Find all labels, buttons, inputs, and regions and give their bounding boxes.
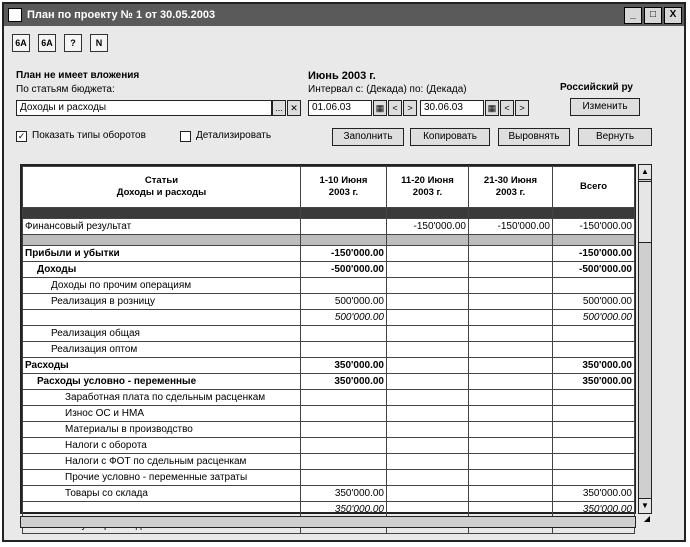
row-item-name[interactable]: Реализация оптом [23,342,301,358]
window-title: План по проекту № 1 от 30.05.2003 [27,9,216,21]
edit-button[interactable]: Изменить [570,98,640,116]
row-value-total[interactable] [553,406,635,422]
table-row[interactable] [23,326,635,342]
show-turnover-label: Показать типы оборотов [32,130,146,141]
table-row[interactable] [23,294,635,310]
row-item-name[interactable]: Налоги с ФОТ по сдельным расценкам [23,454,301,470]
row-value-d3[interactable] [469,358,553,374]
clear-icon[interactable]: ✕ [287,100,301,116]
scroll-down-icon[interactable]: ▼ [639,498,651,513]
items-field[interactable]: Доходы и расходы [16,100,272,116]
detail-checkbox[interactable] [180,131,191,142]
row-value-d3[interactable] [469,486,553,502]
row-value-total[interactable] [553,235,635,246]
row-value-total[interactable]: 350'000.00 [553,486,635,502]
date-to-field[interactable]: 30.06.03 [420,100,484,116]
row-value-d1[interactable] [301,454,387,470]
date-from-field[interactable]: 01.06.03 [308,100,372,116]
row-value-d1[interactable] [301,208,387,219]
row-value-d2[interactable] [387,454,469,470]
row-value-total[interactable] [553,342,635,358]
row-value-total[interactable] [553,390,635,406]
row-item-name[interactable]: Расходы [23,358,301,374]
vertical-scrollbar[interactable] [638,164,652,514]
row-value-d3[interactable] [469,470,553,486]
row-value-d3[interactable] [469,422,553,438]
row-value-total[interactable] [553,454,635,470]
row-value-d2[interactable] [387,486,469,502]
row-value-total[interactable]: 500'000.00 [553,294,635,310]
table-row[interactable] [23,358,635,374]
plan-label: План не имеет вложения [16,70,140,81]
row-item-name[interactable] [23,235,301,246]
row-item-name[interactable]: Прибыли и убытки [23,246,301,262]
row-value-total[interactable] [553,326,635,342]
row-value-d3[interactable] [469,326,553,342]
row-value-d3[interactable] [469,278,553,294]
row-value-d1[interactable] [301,235,387,246]
table-row[interactable] [23,278,635,294]
row-value-d3[interactable]: -150'000.00 [469,219,553,235]
row-value-d1[interactable]: 350'000.00 [301,502,387,518]
row-item-name[interactable]: Износ ОС и НМА [23,406,301,422]
row-item-name[interactable] [23,310,301,326]
row-value-d3[interactable] [469,208,553,219]
row-item-name[interactable]: Финансовый результат [23,219,301,235]
row-value-total[interactable]: -500'000.00 [553,262,635,278]
table-row[interactable] [23,310,635,326]
row-value-d2[interactable] [387,310,469,326]
row-value-d1[interactable]: 500'000.00 [301,294,387,310]
row-value-total[interactable] [553,470,635,486]
row-value-total[interactable]: -150'000.00 [553,246,635,262]
row-value-d2[interactable] [387,422,469,438]
interval-label: Интервал с: (Декада) по: (Декада) [308,84,467,95]
row-item-name[interactable]: Товары со склада [23,486,301,502]
row-item-name[interactable]: Заработная плата по сдельным расценкам [23,390,301,406]
select-button[interactable]: ... [272,100,286,116]
scroll-thumb[interactable] [639,181,651,243]
row-value-d3[interactable] [469,246,553,262]
row-value-d3[interactable] [469,294,553,310]
next-from-button[interactable]: > [403,100,417,116]
row-item-name[interactable]: Налоги с оборота [23,438,301,454]
row-value-d1[interactable]: -500'000.00 [301,262,387,278]
row-value-d1[interactable]: -150'000.00 [301,246,387,262]
row-value-total[interactable]: -150'000.00 [553,219,635,235]
row-value-d2[interactable] [387,438,469,454]
table-row[interactable] [23,235,635,246]
row-value-d1[interactable] [301,406,387,422]
row-value-d1[interactable] [301,470,387,486]
header-decade-1[interactable]: 1-10 Июня 2003 г. [301,167,387,208]
table-row[interactable] [23,246,635,262]
prev-to-button[interactable]: < [500,100,514,116]
row-value-total[interactable]: 350'000.00 [553,374,635,390]
table-row[interactable] [23,454,635,470]
help-icon[interactable]: ? [64,34,82,52]
header-decade-3[interactable]: 21-30 Июня 2003 г. [469,167,553,208]
show-turnover-checkbox[interactable]: ✓ [17,131,26,141]
row-value-total[interactable] [553,208,635,219]
scroll-up-icon[interactable]: ▲ [639,165,651,180]
row-value-d1[interactable] [301,342,387,358]
copy-button[interactable]: Копировать [410,128,490,146]
row-item-name[interactable]: Материалы в производство [23,422,301,438]
row-value-d3[interactable] [469,406,553,422]
report-alt-icon[interactable]: 6А [38,34,56,52]
row-item-name[interactable]: Прочие условно - переменные затраты [23,470,301,486]
app-icon [8,8,22,22]
align-button[interactable]: Выровнять [498,128,570,146]
row-value-d1[interactable]: 350'000.00 [301,358,387,374]
detail-label: Детализировать [196,130,272,141]
row-value-d2[interactable] [387,246,469,262]
header-decade-2[interactable]: 11-20 Июня 2003 г. [387,167,469,208]
row-value-d1[interactable] [301,390,387,406]
row-value-d2[interactable] [387,390,469,406]
row-value-d1[interactable]: 500'000.00 [301,310,387,326]
table-row[interactable] [23,422,635,438]
table-row[interactable] [23,342,635,358]
row-value-d2[interactable] [387,208,469,219]
row-value-d3[interactable] [469,454,553,470]
row-value-d2[interactable] [387,262,469,278]
toolbar [12,34,108,52]
row-item-name[interactable]: Реализация в розницу [23,294,301,310]
row-value-d3[interactable] [469,342,553,358]
row-value-d2[interactable]: -150'000.00 [387,219,469,235]
row-item-name[interactable] [23,208,301,219]
row-value-d3[interactable] [469,235,553,246]
row-value-d1[interactable] [301,438,387,454]
restore-button[interactable]: Вернуть [578,128,652,146]
pointer-help-icon[interactable]: N [90,34,108,52]
row-item-name[interactable]: Доходы по прочим операциям [23,278,301,294]
row-value-d1[interactable] [301,422,387,438]
row-item-name[interactable]: Доходы [23,262,301,278]
row-value-total[interactable] [553,438,635,454]
next-to-button[interactable]: > [515,100,529,116]
table-row[interactable] [23,390,635,406]
row-value-total[interactable]: 500'000.00 [553,310,635,326]
by-items-label: По статьям бюджета: [16,84,115,95]
table-row[interactable] [23,262,635,278]
resize-grip-icon[interactable]: ◢ [643,514,651,523]
row-value-total[interactable] [553,422,635,438]
row-value-total[interactable]: 350'000.00 [553,358,635,374]
calendar-to-icon[interactable]: ▦ [485,100,499,116]
row-value-d2[interactable] [387,326,469,342]
maximize-button[interactable]: □ [644,7,662,24]
row-item-name[interactable]: Расходы условно - переменные [23,374,301,390]
row-item-name[interactable]: Реализация общая [23,326,301,342]
row-value-d3[interactable] [469,374,553,390]
row-value-d2[interactable] [387,278,469,294]
table-row[interactable] [23,438,635,454]
calendar-from-icon[interactable]: ▦ [373,100,387,116]
currency-label: Российский ру [560,82,633,93]
table-row[interactable] [23,374,635,390]
row-value-d1[interactable] [301,219,387,235]
row-value-total[interactable] [553,278,635,294]
row-value-d3[interactable] [469,438,553,454]
row-value-total[interactable]: 350'000.00 [553,502,635,518]
row-value-d3[interactable] [469,390,553,406]
row-value-d2[interactable] [387,235,469,246]
plan-table [22,166,635,534]
row-value-d2[interactable] [387,342,469,358]
header-item[interactable]: Статьи Доходы и расходы [23,167,301,208]
row-value-d3[interactable] [469,310,553,326]
plan-grid[interactable] [20,164,636,514]
report-icon[interactable]: 6А [12,34,30,52]
table-row[interactable] [23,486,635,502]
minimize-button[interactable]: _ [624,7,642,24]
table-row[interactable] [23,406,635,422]
row-value-d2[interactable] [387,470,469,486]
row-value-d2[interactable] [387,294,469,310]
row-value-d1[interactable]: 350'000.00 [301,374,387,390]
title-bar[interactable] [4,4,684,26]
row-value-d2[interactable] [387,358,469,374]
table-row[interactable] [23,219,635,235]
row-value-d2[interactable] [387,406,469,422]
close-button[interactable]: X [664,7,682,24]
row-value-d1[interactable] [301,326,387,342]
prev-from-button[interactable]: < [388,100,402,116]
row-value-d2[interactable] [387,374,469,390]
row-value-d3[interactable] [469,262,553,278]
row-value-d1[interactable]: 350'000.00 [301,486,387,502]
table-row[interactable] [23,208,635,219]
plan-window [2,2,686,542]
header-total[interactable]: Всего [553,167,635,208]
row-value-d1[interactable] [301,278,387,294]
period-title: Июнь 2003 г. [308,70,376,82]
horizontal-scrollbar[interactable] [20,516,636,528]
table-row[interactable] [23,470,635,486]
fill-button[interactable]: Заполнить [332,128,404,146]
